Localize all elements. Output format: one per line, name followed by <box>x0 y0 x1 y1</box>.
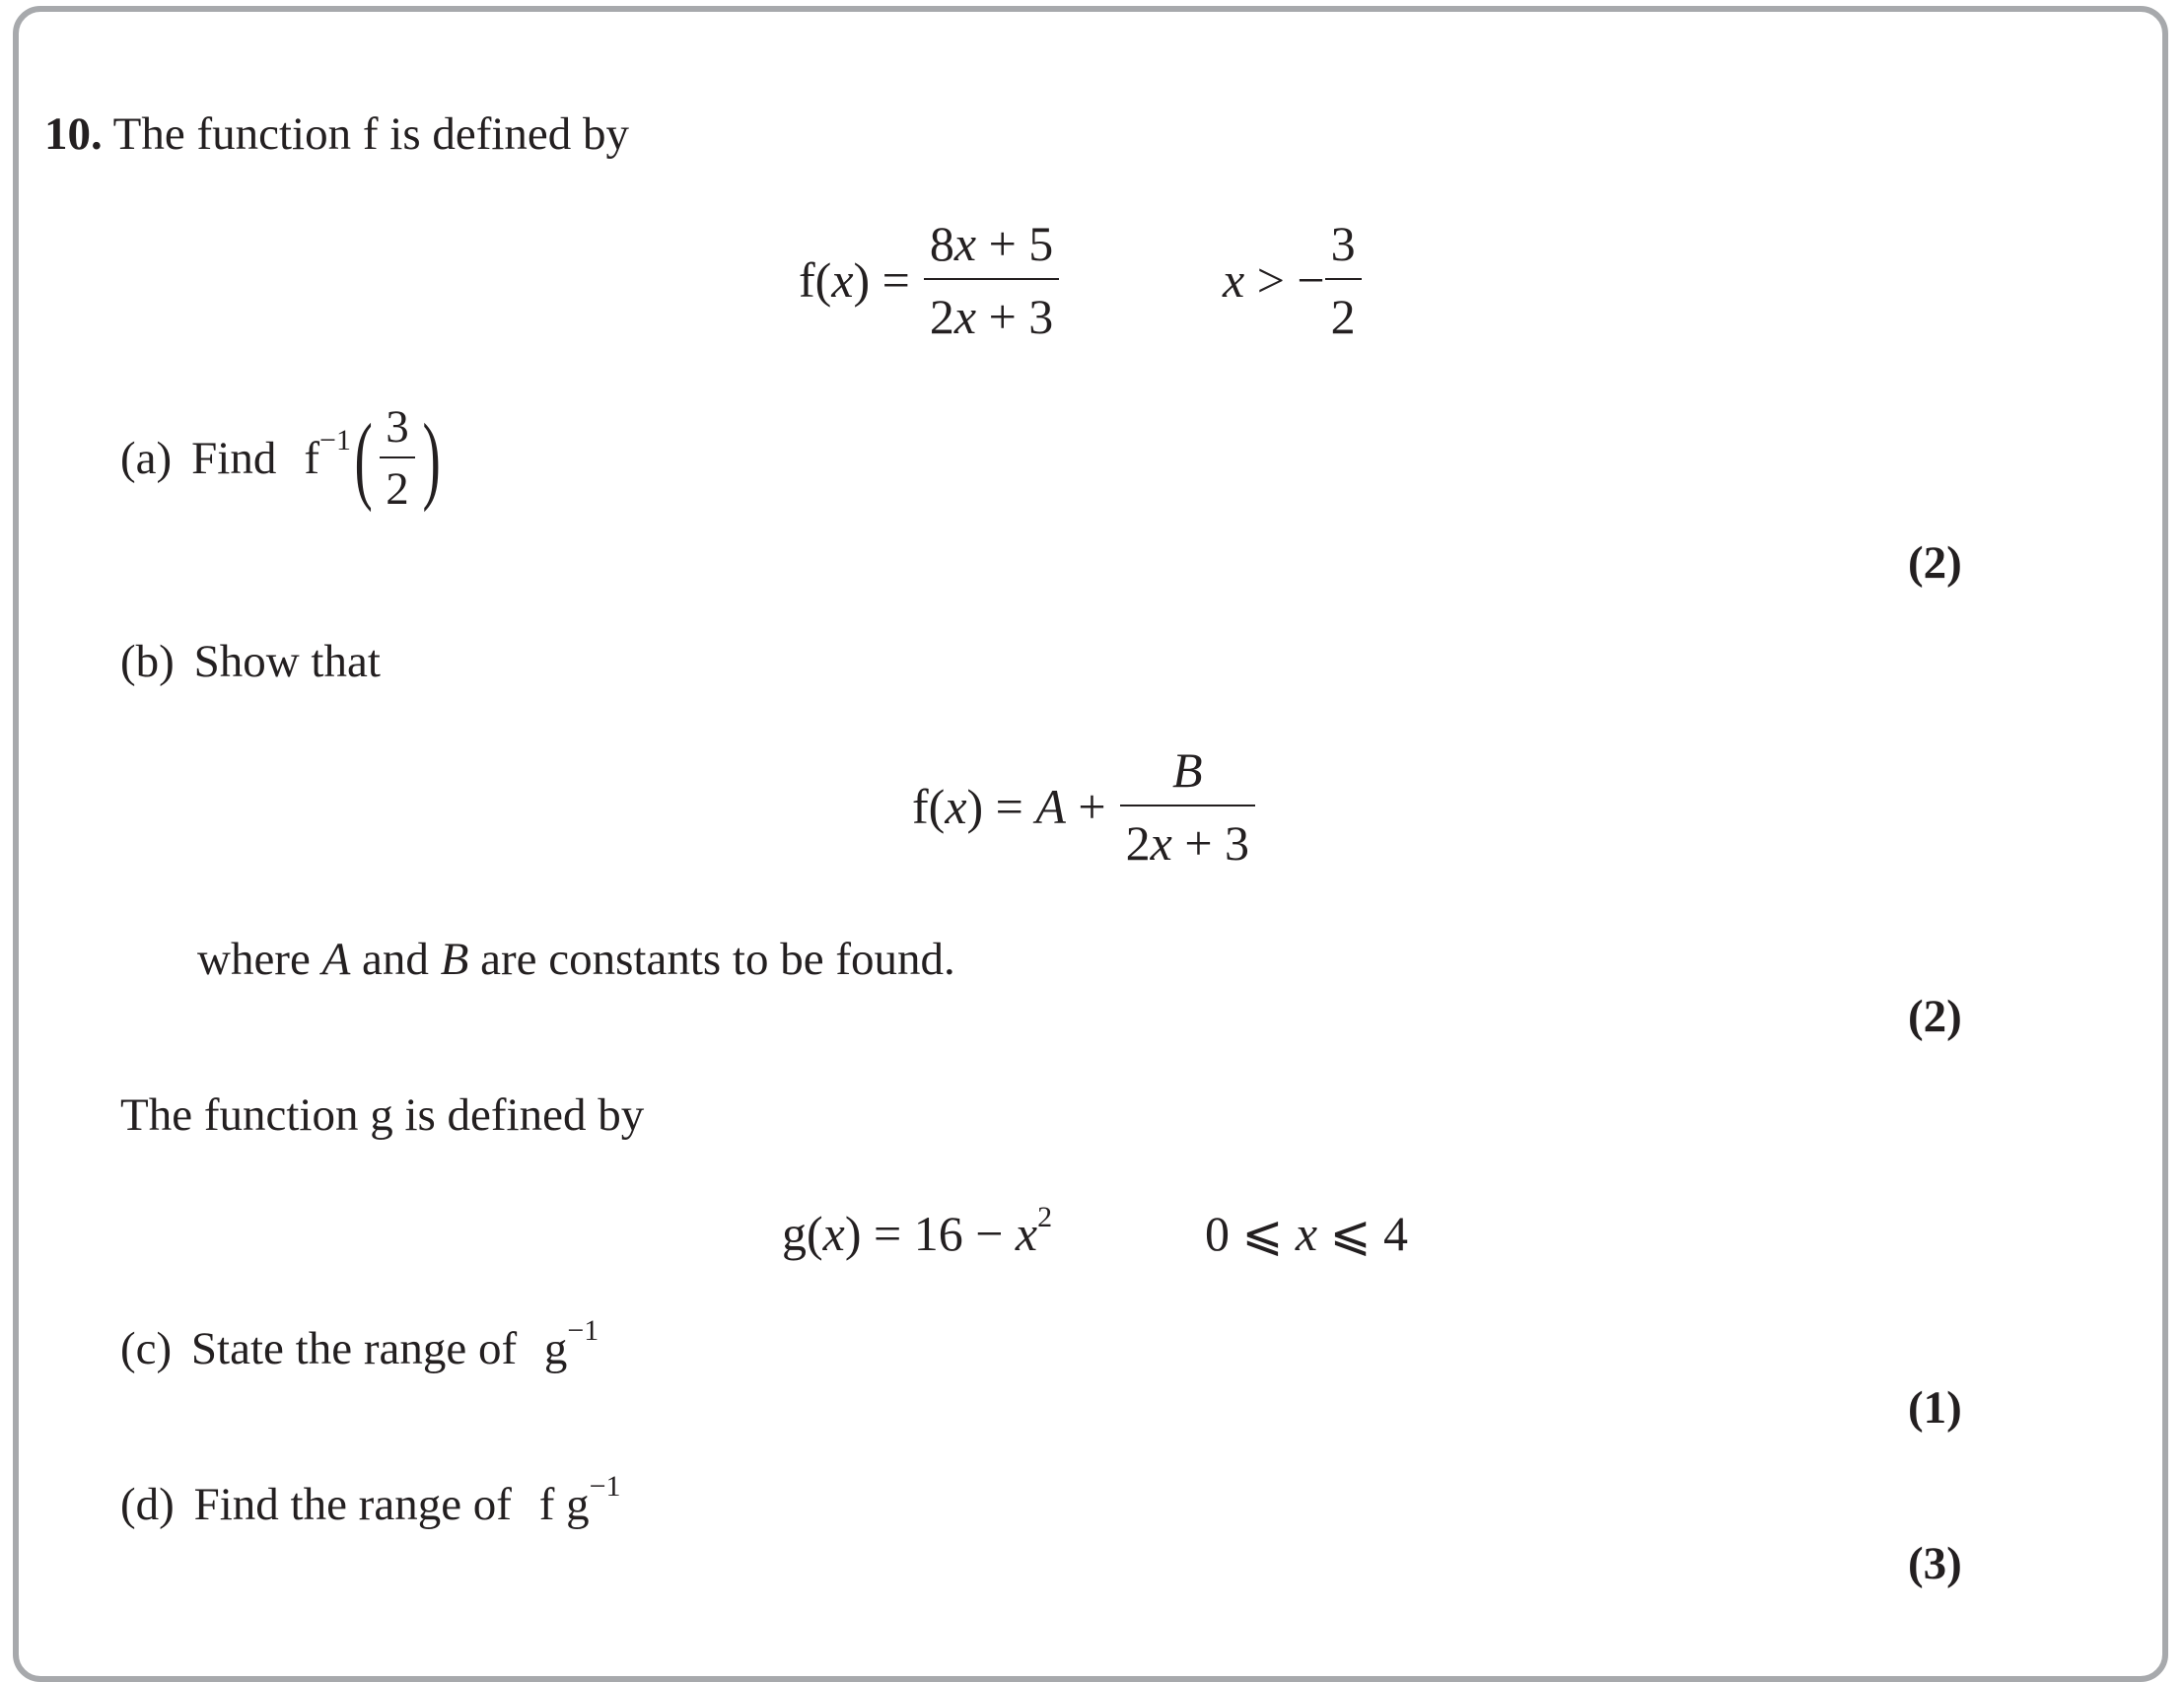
f-lhs-close: ) = <box>853 252 910 308</box>
part-c-label: (c) <box>120 1323 173 1374</box>
f-lhs: f( <box>799 252 832 308</box>
f-numerator: 8x + 5 <box>929 216 1054 271</box>
f-fraction <box>924 216 1059 344</box>
f-denominator: 2x + 3 <box>929 289 1054 344</box>
question-intro: The function f is defined by <box>112 108 630 160</box>
g-domain: 0 ⩽ x ⩽ 4 <box>1205 1206 1409 1261</box>
part-a-fraction: $\frac{3}{2}$ <box>380 404 415 513</box>
part-d-label: (d) <box>120 1479 175 1530</box>
question-number: 10. <box>44 108 103 160</box>
part-c-marks: (1) <box>1908 1382 1962 1434</box>
f-lhs-x: x <box>831 252 854 308</box>
part-b-equation: f(x) = A + $\frac{B}{2x + 3}$ <box>912 745 1255 868</box>
part-b-fraction: $\frac{B}{2x + 3}$ <box>1120 745 1255 868</box>
f-domain-fraction: $\frac{3}{2}$ <box>1325 219 1362 341</box>
part-a-label: (a) <box>120 432 173 484</box>
part-d-marks: (3) <box>1908 1538 1962 1589</box>
part-a: (a) Find $f^{-1}$ ( $\frac{3}{2}$ ) <box>120 401 441 515</box>
part-b-where: where A and B are constants to be found. <box>197 934 955 985</box>
part-d-text: Find the range of <box>193 1479 512 1530</box>
part-d <box>120 1470 621 1530</box>
f-domain <box>1223 216 1362 344</box>
g-definition: $g(x) = 16 - x^2$ <box>782 1201 1053 1261</box>
part-c-text: State the range of <box>190 1323 518 1374</box>
f-domain-x: x <box>1223 252 1245 308</box>
g-inverse: $g^{-1}$ <box>543 1314 599 1374</box>
f-definition <box>799 216 1059 344</box>
part-b-text: Show that <box>193 636 381 687</box>
part-b-label: (b) <box>120 636 175 687</box>
part-c <box>120 1314 599 1374</box>
part-a-marks: (2) <box>1908 537 1962 589</box>
f-inverse: $f^{-1}$ <box>304 423 351 484</box>
question-header <box>44 108 630 160</box>
f-domain-rel: > − <box>1244 252 1325 308</box>
part-b <box>120 636 381 687</box>
part-b-marks: (2) <box>1908 991 1962 1042</box>
part-a-text: Find <box>191 432 277 484</box>
g-intro: The function g is defined by <box>120 1089 645 1141</box>
fg-inverse: f $g^{-1}$ <box>538 1470 621 1530</box>
